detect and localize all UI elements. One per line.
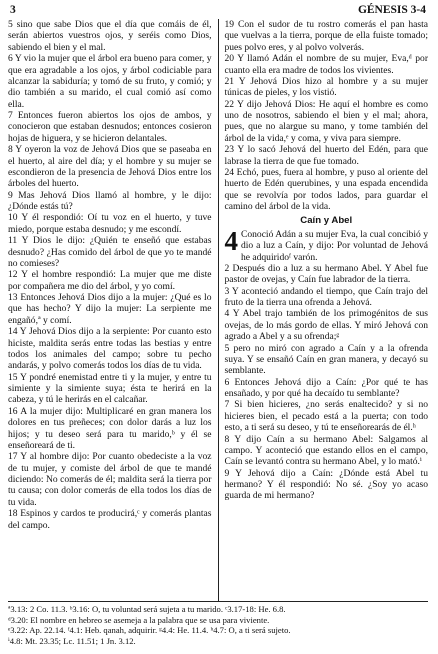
text-columns: [8, 19, 428, 601]
verse: 22 Y dijo Jehová Dios: He aquí el hombre es como uno de nosotros, sabiendo el bien y el mal; ahora, pues, que no alargue su mano, y tome también del árbol de la vida,ᵉ y coma, y viva para siempre.: [224, 98, 428, 144]
verse: 2 Después dio a luz a su hermano Abel. Y Abel fue pastor de ovejas, y Caín fue labrador de la tierra.: [224, 262, 428, 286]
verse: 6 Entonces Jehová dijo a Caín: ¿Por qué te has ensañado, y por qué ha decaído tu semblante?: [224, 376, 428, 399]
verse: 5 pero no miró con agrado a Caín y a la ofrenda suya. Y se ensañó Caín en gran manera, y decayó su semblante.: [224, 342, 428, 377]
verse: 10 Y él respondió: Oí tu voz en el huerto, y tuve miedo, porque estaba desnudo; y me escondí.: [8, 212, 212, 235]
footnote-line: ª3.13: 2 Co. 11.3. ᵇ3.16: O, tu voluntad será sujeta a tu marido. ᶜ3.17-18: He. 6.8.: [8, 604, 286, 614]
footnote-line: ⁱ4.8: Mt. 23.35; Lc. 11.51; 1 Jn. 3.12.: [8, 635, 136, 646]
verse: 12 Y el hombre respondió: La mujer que me diste por compañera me dio del árbol, y yo comí.: [8, 269, 212, 292]
verse: 24 Echó, pues, fuera al hombre, y puso al oriente del huerto de Edén querubines, y una espada encendida que se revolvía por todos lados, para guardar el camino del árbol de la vida.: [224, 166, 428, 212]
verse: 18 Espinos y cardos te producirá,ᶜ y comerás plantas del campo.: [8, 508, 212, 531]
footnote-line: ᵈ3.20: El nombre en hebreo se asemeja a la palabra que se usa para viviente.: [8, 614, 270, 625]
right-column: [218, 19, 429, 601]
verse: 9 Mas Jehová Dios llamó al hombre, y le dijo: ¿Dónde estás tú?: [8, 189, 212, 212]
verse: 21 Y Jehová Dios hizo al hombre y a su mujer túnicas de pieles, y los vistió.: [224, 75, 428, 99]
chapter-number: 4: [224, 225, 238, 256]
left-column: [8, 19, 218, 601]
verse: 15 Y pondré enemistad entre ti y la mujer, y entre tu simiente y la simiente suya; ésta te herirá en la cabeza, y tú le herirás en el calcañar.: [8, 371, 212, 406]
verse: 14 Y Jehová Dios dijo a la serpiente: Por cuanto esto hiciste, maldita serás entre todas las bestias y entre todos los animales del campo; sobre tu pecho andarás, y polvo comerás todos los días de tu vida.: [8, 326, 212, 372]
verse: 8 Y oyeron la voz de Jehová Dios que se paseaba en el huerto, al aire del día; y el hombre y su mujer se escondieron de la presencia de Jehová Dios entre los árboles del huerto.: [8, 144, 212, 190]
verse: 5 sino que sabe Dios que el día que comáis de él, serán abiertos vuestros ojos, y seréis como Dios, sabiendo el bien y el mal.: [8, 19, 212, 53]
verse: 7 Entonces fueron abiertos los ojos de ambos, y conocieron que estaban desnudos; entonces cosieron hojas de higuera, y se hicieron delantales.: [8, 110, 212, 144]
verse: 17 Y al hombre dijo: Por cuanto obedeciste a la voz de tu mujer, y comiste del árbol de que te mandé diciendo: No comerás de él; maldita será la tierra por tu causa; con dolor comerás de ella todos los días de tu vida.: [8, 451, 212, 508]
verse: 4 Y Abel trajo también de los primogénitos de sus ovejas, de lo más gordo de ellas. Y miró Jehová con agrado a Abel y a su ofrenda;ᵍ: [224, 308, 428, 343]
footnote-line: ᵉ3.22: Ap. 22.14. ᶠ4.1: Heb. qanah, adquirir. ᵍ4.4: He. 11.4. ʰ4.7: O, a ti será sujeto.: [8, 625, 291, 636]
section-heading: Caín y Abel: [300, 215, 353, 227]
verse: 11 Y Dios le dijo: ¿Quién te enseñó que estabas desnudo? ¿Has comido del árbol de que yo te mandé no comieses?: [8, 235, 212, 269]
footnotes: [8, 601, 428, 646]
verse: 23 Y lo sacó Jehová del huerto del Edén, para que labrase la tierra de que fue tomado.: [224, 144, 428, 167]
chapter-opening: [224, 225, 429, 263]
verse: Conoció Adán a su mujer Eva, la cual concibió y dio a luz a Caín, y dijo: Por voluntad de Jehová he adquiridoᶠ varón.: [241, 228, 428, 263]
verse: 6 Y vio la mujer que el árbol era bueno para comer, y que era agradable a los ojos, y árbol codiciable para alcanzar la sabiduría; y tomó de su fruto, y comió; y dio también a su marido, el cual comió así como ella.: [8, 53, 212, 110]
verse: 8 Y dijo Caín a su hermano Abel: Salgamos al campo. Y aconteció que estando ellos en el campo, Caín se levantó contra su hermano Abel, y lo mató.ⁱ: [224, 433, 428, 468]
verse: 7 Si bien hicieres, ¿no serás enaltecido? y si no hicieres bien, el pecado está a la puerta; con todo esto, a ti será su deseo, y tú te enseñorearás de él.ʰ: [224, 399, 428, 434]
verse: 20 Y llamó Adán el nombre de su mujer, Eva,ᵈ por cuanto ella era madre de todos los vivientes.: [224, 53, 428, 76]
verse: 3 Y aconteció andando el tiempo, que Caín trajo del fruto de la tierra una ofrenda a Jehová.: [224, 285, 428, 308]
verse: 16 A la mujer dijo: Multiplicaré en gran manera los dolores en tus preñeces; con dolor darás a luz los hijos; y tu deseo será para tu marido,ᵇ y él se enseñoreará de ti.: [8, 405, 212, 451]
verse: 9 Y Jehová dijo a Caín: ¿Dónde está Abel tu hermano? Y él respondió: No sé. ¿Soy yo acaso guarda de mi hermano?: [224, 467, 428, 502]
page-header: [8, 4, 428, 17]
running-title: GÉNESIS 3-4: [357, 4, 426, 16]
verse: 19 Con el sudor de tu rostro comerás el pan hasta que vuelvas a la tierra, porque de ella fuiste tomado; pues polvo eres, y al polvo volverás.: [224, 19, 428, 53]
page-number: 3: [10, 4, 16, 16]
verse: 13 Entonces Jehová Dios dijo a la mujer: ¿Qué es lo que has hecho? Y dijo la mujer: La serpiente me engañó,ª y comí.: [8, 292, 212, 326]
